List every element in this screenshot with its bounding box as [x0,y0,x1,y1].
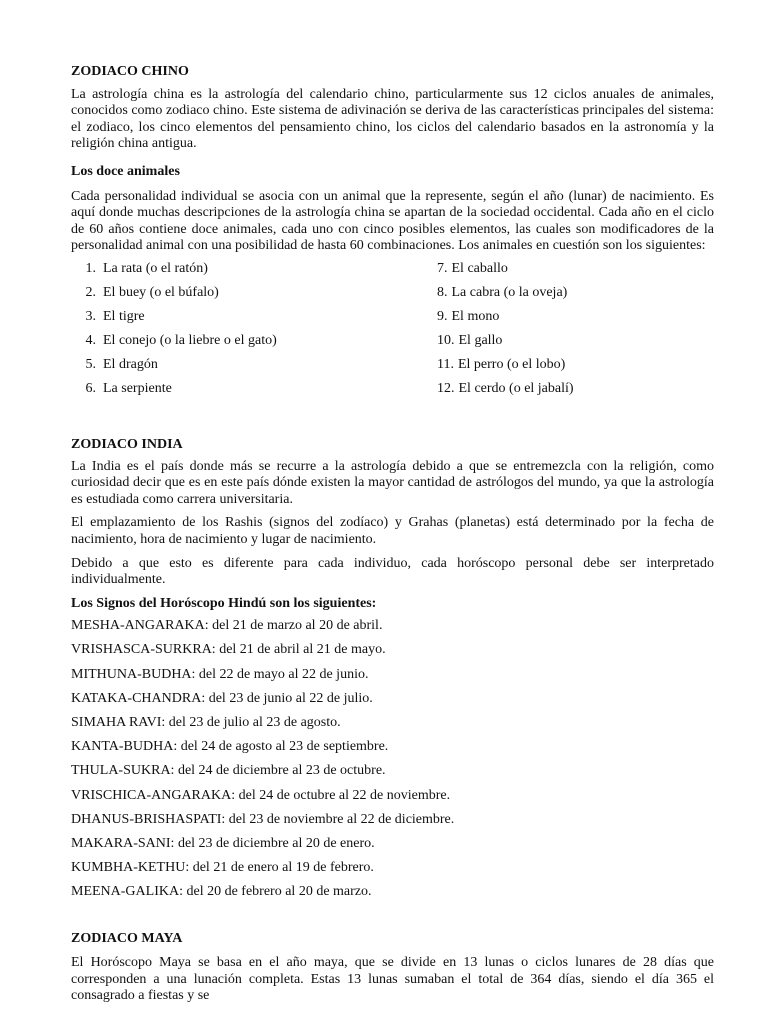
list-item [437,357,717,381]
section-zodiaco-chino [71,0,714,405]
list-item [71,285,437,309]
subsection-title: Los doce animales [71,163,180,179]
list-text: La cabra (o la oveja) [451,284,568,300]
list-item: KANTA-BUDHA: del 24 de agosto al 23 de septiembre. [71,739,389,755]
list-item [437,261,717,285]
list-text: El caballo [451,260,508,276]
list-item: VRISHASCA-SURKRA: del 21 de abril al 21 de mayo. [71,642,386,658]
intro-paragraph: La astrología china es la astrología del calendario chino, particularmente sus 12 ciclos anuales de animales, conocidos como zodiaco chino. Este sistema de adivinación se deriva de las características principales del sistema: el zodiaco, los cinco elementos del pensamiento chino, los ciclos del calendario basados en la astronomía y la religión china antigua. [71,86,714,152]
list-item [437,333,717,357]
list-item: KUMBHA-KETHU: del 21 de enero al 19 de febrero. [71,860,374,876]
list-number: 10. [437,332,455,348]
body-paragraph: El emplazamiento de los Rashis (signos del zodíaco) y Grahas (planetas) está determinado por la fecha de nacimiento, hora de nacimiento y lugar de nacimiento. [71,515,714,547]
list-text: La serpiente [103,380,172,396]
list-number: 9. [437,308,448,324]
list-item: MESHA-ANGARAKA: del 21 de marzo al 20 de abril. [71,618,383,634]
list-item: MITHUNA-BUDHA: del 22 de mayo al 22 de junio. [71,666,369,682]
list-number: 8. [437,284,448,300]
list-text: El dragón [103,356,158,372]
list-item: VRISCHICA-ANGARAKA: del 24 de octubre al 22 de noviembre. [71,787,451,803]
list-number: 1. [85,260,96,276]
list-number: 6. [85,380,96,396]
section-title: ZODIACO MAYA [71,930,183,946]
list-item [71,333,437,357]
list-text: El tigre [103,308,145,324]
list-number: 7. [437,260,448,276]
list-item: DHANUS-BRISHASPATI: del 23 de noviembre al 22 de diciembre. [71,811,455,827]
list-item [71,309,437,333]
section-zodiaco-maya [71,909,714,1005]
animals-list [71,261,714,405]
list-item [437,285,717,309]
list-item [71,381,437,405]
list-item [71,261,437,285]
list-number: 11. [437,356,454,372]
list-item: THULA-SUKRA: del 24 de diciembre al 23 de octubre. [71,763,386,779]
list-item [71,357,437,381]
list-item: KATAKA-CHANDRA: del 23 de junio al 22 de julio. [71,690,373,706]
list-text: El cerdo (o el jabalí) [458,380,574,396]
body-paragraph: Cada personalidad individual se asocia con un animal que la represente, según el año (lunar) de nacimiento. Es aquí donde muchas descripciones de la astrología china se apartan de la sociedad occidental. Cada año en el ciclo de 60 años contiene doce animales, cada uno con cinco posibles elementos, las cuales son modificadores de la personalidad animal con una posibilidad de hasta 60 combinaciones. Los animales en cuestión son los siguientes: [71,188,714,254]
list-number: 3. [85,308,96,324]
body-paragraph: La India es el país donde más se recurre a la astrología debido a que se entremezcla con la religión, como curiosidad decir que es en este país dónde existen la mayor cantidad de astrólogos del mundo, ya que la astrología es estudiada como carrera universitaria. [71,458,714,507]
list-text: El buey (o el búfalo) [103,284,219,300]
list-number: 5. [85,356,96,372]
list-item: MAKARA-SANI: del 23 de diciembre al 20 de enero. [71,835,375,851]
list-item [437,381,717,405]
signs-list [71,618,714,908]
list-number: 2. [85,284,96,300]
list-text: El mono [451,308,500,324]
list-text: El gallo [458,332,503,348]
list-number: 4. [85,332,96,348]
section-zodiaco-india [71,405,714,909]
list-text: El perro (o el lobo) [457,356,566,372]
list-text: La rata (o el ratón) [103,260,208,276]
section-title: ZODIACO INDIA [71,436,183,452]
body-paragraph: Debido a que esto es diferente para cada individuo, cada horóscopo personal debe ser interpretado individualmente. [71,555,714,588]
subsection-title: Los Signos del Horóscopo Hindú son los siguientes: [71,595,377,611]
list-item: MEENA-GALIKA: del 20 de febrero al 20 de marzo. [71,884,372,900]
list-text: El conejo (o la liebre o el gato) [103,332,277,348]
list-item: SIMAHA RAVI: del 23 de julio al 23 de agosto. [71,715,341,731]
list-item [437,309,717,333]
list-number: 12. [437,380,455,396]
section-title: ZODIACO CHINO [71,64,189,79]
body-paragraph: El Horóscopo Maya se basa en el año maya, que se divide en 13 lunas o ciclos lunares de 28 días que corresponden a una lunación completa. Estas 13 lunas sumaban el total de 364 días, siendo el día 365 el consagrado a fiestas y se [71,955,714,1004]
